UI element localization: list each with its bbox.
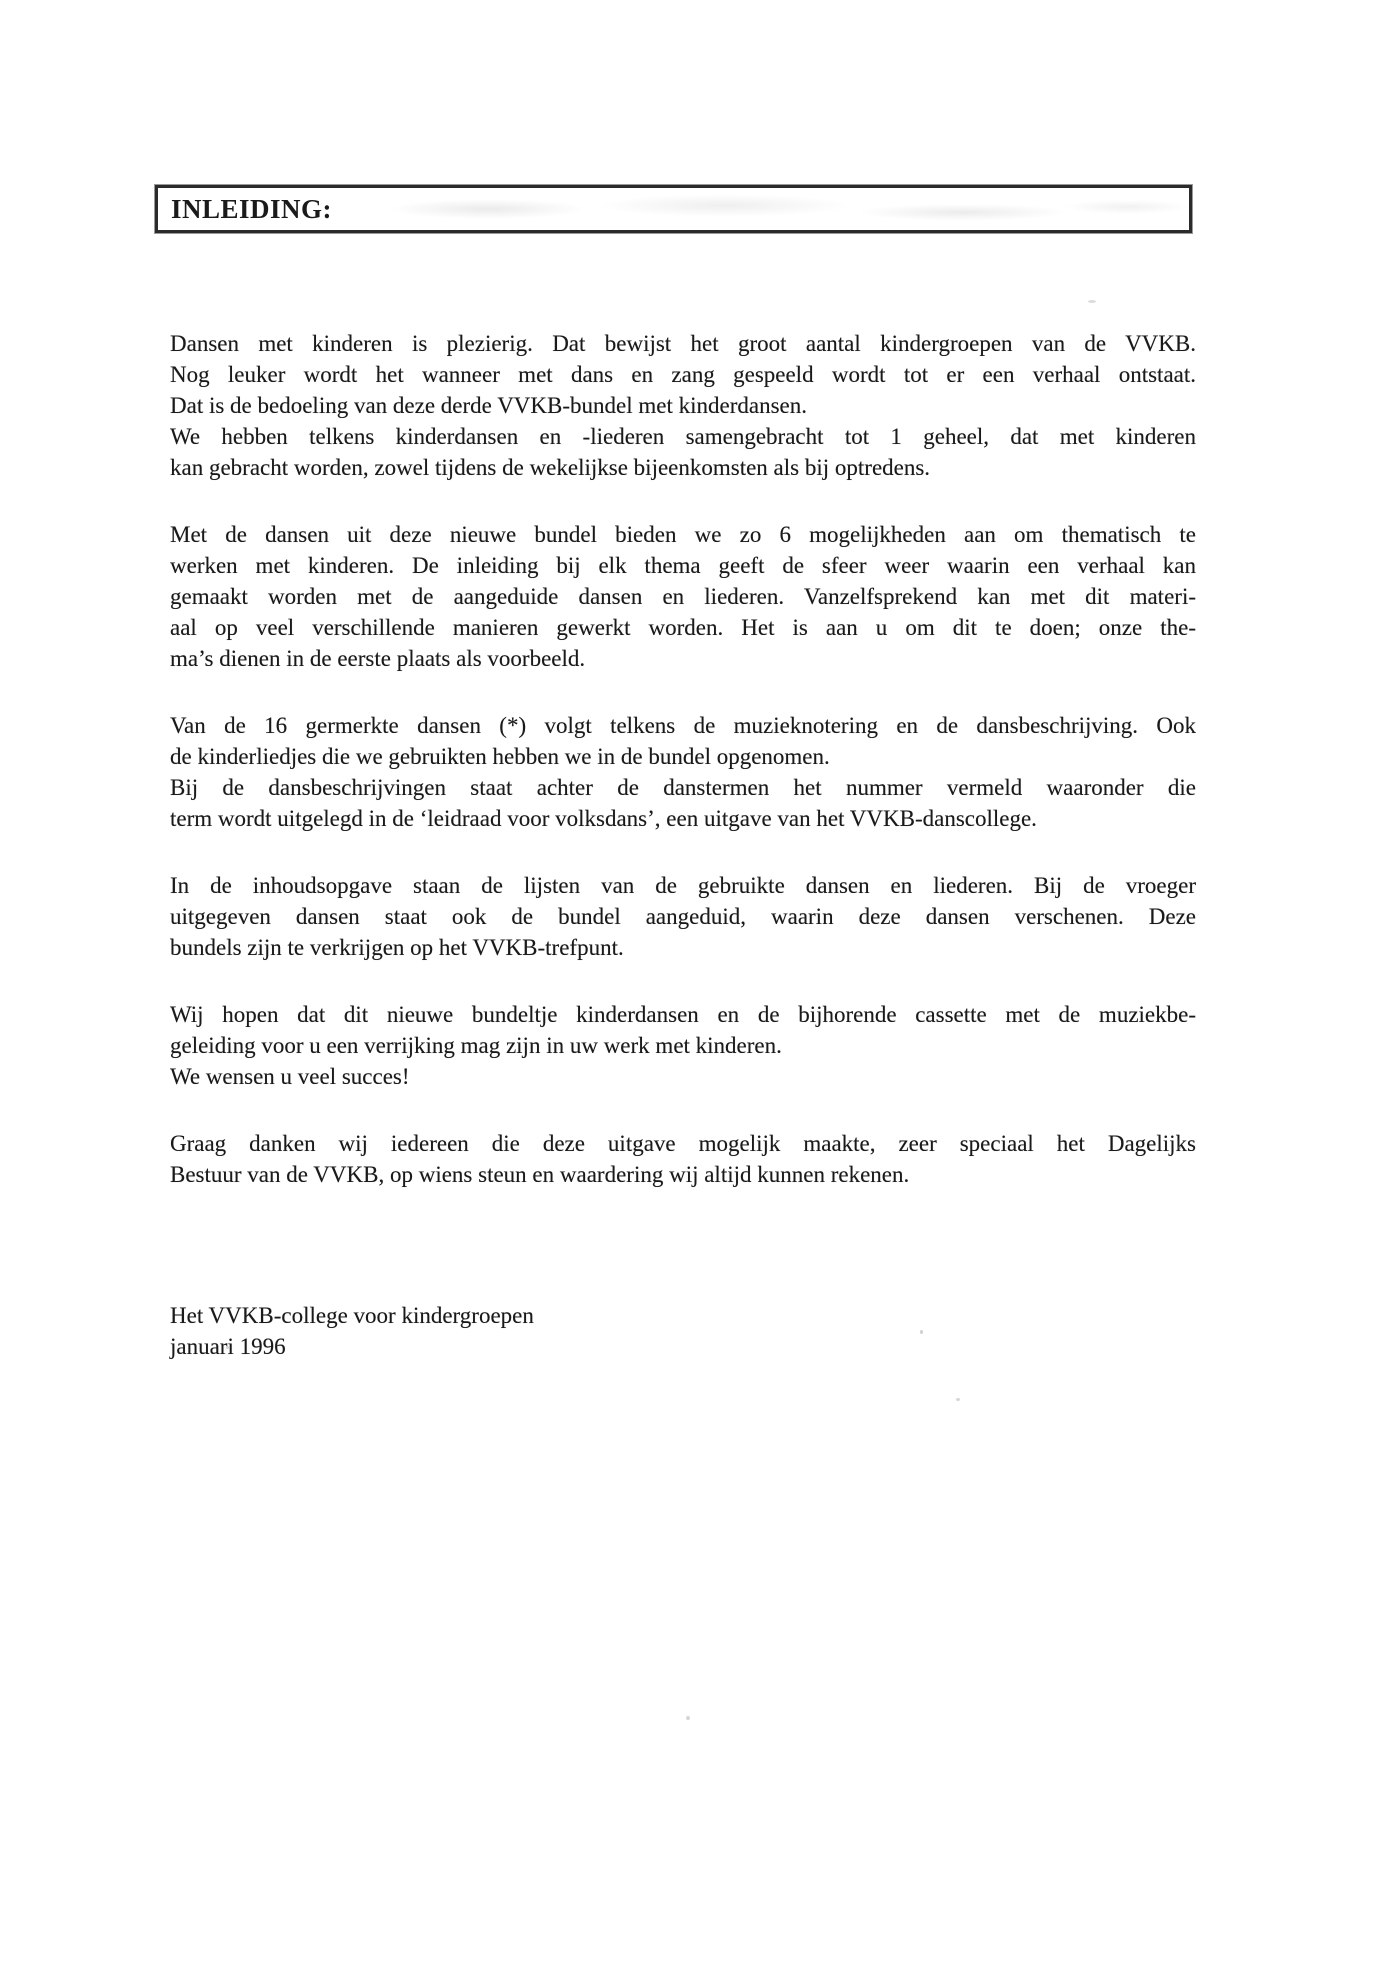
scan-artifact [686, 1716, 690, 1720]
scan-artifact [920, 1330, 923, 1334]
text-line: Nog leuker wordt het wanneer met dans en zang gespeeld wordt tot er een verhaal ontstaat. [170, 362, 1196, 387]
paragraph-6 [170, 1128, 1196, 1190]
paragraph-1a [170, 328, 1196, 421]
text-line: uitgegeven dansen staat ook de bundel aangeduid, waarin deze dansen verschenen. Deze [170, 904, 1196, 929]
text-line: Dat is de bedoeling van deze derde VVKB-bundel met kinderdansen. [170, 393, 807, 418]
text-line: term wordt uitgelegd in de ‘leidraad voor volksdans’, een uitgave van het VVKB-danscollege. [170, 806, 1037, 831]
text-line: bundels zijn te verkrijgen op het VVKB-trefpunt. [170, 935, 624, 960]
text-line: de kinderliedjes die we gebruikten hebben we in de bundel opgenomen. [170, 744, 830, 769]
text-line: Bij de dansbeschrijvingen staat achter de danstermen het nummer vermeld waaronder die [170, 775, 1196, 800]
paragraph-5a [170, 999, 1196, 1061]
text-line: Bestuur van de VVKB, op wiens steun en waardering wij altijd kunnen rekenen. [170, 1162, 910, 1187]
paragraph-4 [170, 870, 1196, 963]
signature-block [170, 1300, 1196, 1362]
text-line: ma’s dienen in de eerste plaats als voorbeeld. [170, 646, 586, 671]
scan-artifact [226, 1346, 229, 1349]
text-line: We hebben telkens kinderdansen en -liederen samengebracht tot 1 geheel, dat met kinderen [170, 424, 1196, 449]
paragraph-2 [170, 519, 1196, 674]
signature-line: Het VVKB-college voor kindergroepen [170, 1303, 534, 1328]
paragraph-3b [170, 772, 1196, 834]
text-line: aal op veel verschillende manieren gewerkt worden. Het is aan u om dit te doen; onze the- [170, 615, 1196, 640]
section-title: INLEIDING: [171, 193, 333, 224]
text-line: Dansen met kinderen is plezierig. Dat bewijst het groot aantal kindergroepen van de VVKB. [170, 331, 1196, 356]
text-line: We wensen u veel succes! [170, 1064, 410, 1089]
signature-line: januari 1996 [170, 1334, 286, 1359]
text-line: geleiding voor u een verrijking mag zijn in uw werk met kinderen. [170, 1033, 782, 1058]
text-line: Van de 16 germerkte dansen (*) volgt telkens de muzieknotering en de dansbeschrijving. Ook [170, 713, 1196, 738]
text-line: Graag danken wij iedereen die deze uitgave mogelijk maakte, zeer speciaal het Dagelijks [170, 1131, 1196, 1156]
text-line: kan gebracht worden, zowel tijdens de wekelijkse bijeenkomsten als bij optredens. [170, 455, 931, 480]
scan-artifact [1088, 300, 1096, 303]
scan-artifact [956, 1398, 960, 1401]
paragraph-3a [170, 710, 1196, 772]
paragraph-5b [170, 1061, 1196, 1092]
section-header-box [155, 185, 1192, 233]
text-line: werken met kinderen. De inleiding bij elk thema geeft de sfeer weer waarin een verhaal kan [170, 553, 1196, 578]
text-line: In de inhoudsopgave staan de lijsten van de gebruikte dansen en liederen. Bij de vroeger [170, 873, 1196, 898]
text-line: gemaakt worden met de aangeduide dansen en liederen. Vanzelfsprekend kan met dit materi- [170, 584, 1196, 609]
document-body [170, 328, 1196, 1362]
text-line: Met de dansen uit deze nieuwe bundel bieden we zo 6 mogelijkheden aan om thematisch te [170, 522, 1196, 547]
scan-artifact [1178, 1146, 1181, 1149]
paragraph-1b [170, 421, 1196, 483]
text-line: Wij hopen dat dit nieuwe bundeltje kinderdansen en de bijhorende cassette met de muziekbe- [170, 1002, 1196, 1027]
